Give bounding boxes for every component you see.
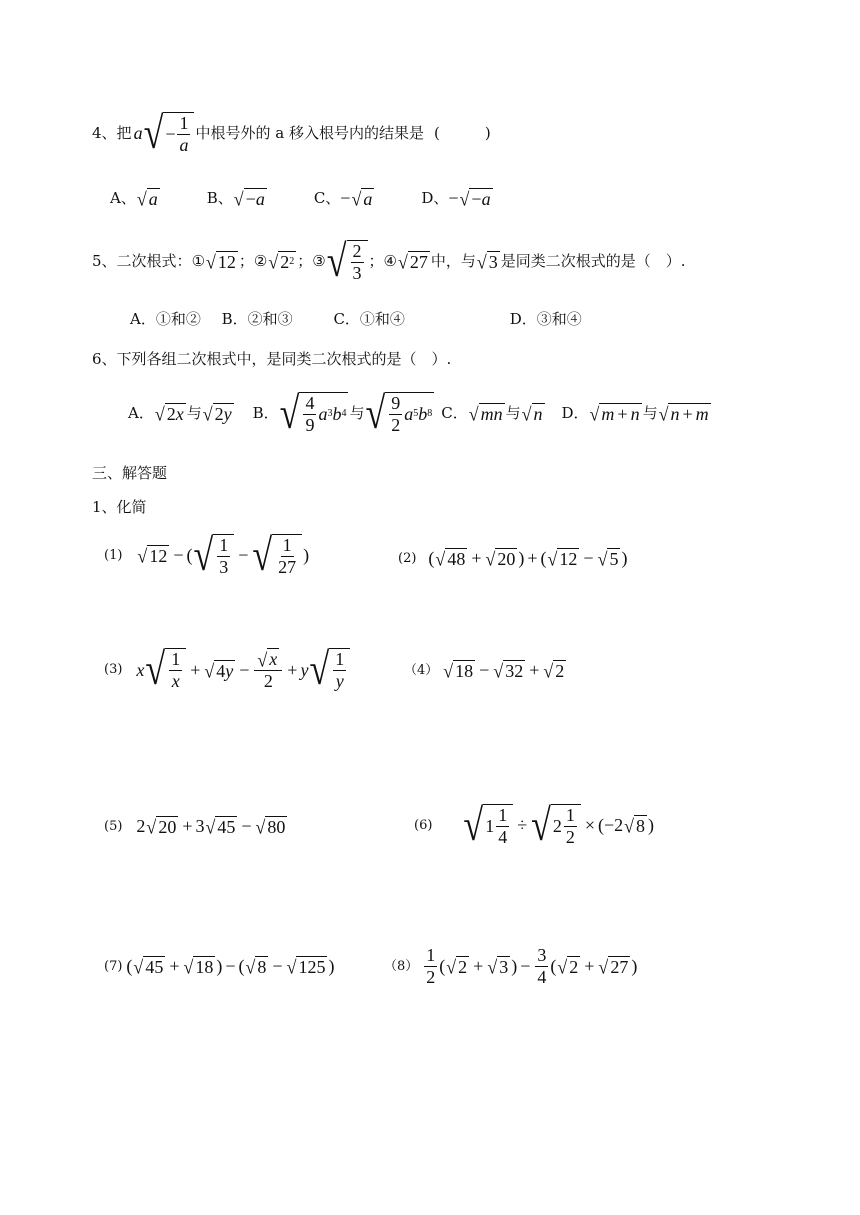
problem-1 xyxy=(104,530,310,581)
q4-options xyxy=(110,188,494,208)
q5-root-12: √ 12 xyxy=(206,251,236,273)
problem-2: (2) ( √ 48 + √ 20 ) + ( √ 12 − √ 5 ) xyxy=(398,548,628,570)
problem-2-label: (2) xyxy=(398,550,417,566)
q5-option-d: D．③和④ xyxy=(509,310,582,328)
q5-option-b: B．②和③ xyxy=(221,310,293,328)
q5-root-2sq: √ 2 2 xyxy=(268,251,295,273)
q6-a-root-2y: √ 2 y xyxy=(202,403,232,425)
p1-root-12: √ 12 xyxy=(137,545,168,567)
q5-root-2-3: √ 2 3 xyxy=(327,240,368,283)
q6-b-root-1: √ 4 9 a 3 b 4 xyxy=(279,388,347,439)
q5-post1: 中，与 xyxy=(430,251,476,270)
q6-options xyxy=(128,388,712,439)
section3-heading: 三、解答题 xyxy=(92,464,168,482)
problem-8-label: （8） xyxy=(384,958,419,974)
q5-post2: 是同类二次根式的是（ ）. xyxy=(500,251,686,270)
q5-sep: ； xyxy=(368,251,384,270)
q5-sep: ； xyxy=(297,251,313,270)
q6-text: 下列各组二次根式中，是同类二次根式的是（ ）. xyxy=(116,350,452,368)
q5-marker-4: ④ xyxy=(383,251,397,270)
q5-root-27: √ 27 xyxy=(397,251,428,273)
q6-d-root-mn: √ m + n xyxy=(589,403,640,425)
q4-option-c-label: C、 xyxy=(313,188,341,207)
p1-root-1-3: √ 1 3 xyxy=(193,534,234,577)
problem-5: (5) 2 √ 20 + 3 √ 45 − √ 80 xyxy=(104,816,286,838)
q6-d-root-nm: √ n + m xyxy=(658,403,709,425)
q6-yu: 与 xyxy=(642,403,658,422)
problem-3: (3) x √ 1 x + √ 4 y − √ x 2 + y √ 1 y xyxy=(104,648,351,691)
q5-options xyxy=(130,312,582,327)
q5-root-3: √ 3 xyxy=(476,251,498,273)
q6-yu: 与 xyxy=(349,403,365,422)
problem-1-label: (1) xyxy=(104,547,123,563)
q6-number: 6、 xyxy=(92,350,117,368)
q6-yu: 与 xyxy=(505,403,521,422)
q6-c-root-n: √ n xyxy=(521,403,543,425)
q5-marker-2: ② xyxy=(253,251,268,270)
section3-sub: 1、化简 xyxy=(92,498,147,516)
problem-3-label: (3) xyxy=(104,662,123,678)
q6-option-a-label: A． xyxy=(128,403,154,422)
q6-option-c-label: C． xyxy=(441,403,468,422)
q5-option-c: C．①和④ xyxy=(333,310,405,328)
q6-option-b-label: B． xyxy=(252,403,279,422)
q6-option-d-label: D． xyxy=(561,403,589,422)
q6-yu: 与 xyxy=(186,403,202,422)
q4-expr-a: a xyxy=(133,123,143,144)
q6-c-root-mn: √ mn xyxy=(468,403,503,425)
problem-8: （8） 1 2 ( √ 2 + √ 3 ) − $\frac{3}{4}$ ( √ 2 + √ 27 ) xyxy=(384,945,638,987)
q4-line xyxy=(92,108,491,159)
q4-post: 中根号外的 a 移入根号内的结果是 xyxy=(195,123,424,142)
p1-paren-close: ) xyxy=(303,545,310,566)
q4-pre: 把 xyxy=(116,123,132,142)
problem-7: (7) ( √ 45 + √ 18 ) − ( √ 8 − √ 125 ) xyxy=(104,956,335,978)
p1-root-1-27: √ 1 27 xyxy=(252,534,302,577)
q4-option-d-expr: − √ − a xyxy=(448,188,491,210)
q5-option-a: A．①和② xyxy=(130,310,201,328)
q4-option-c-expr: − √ a xyxy=(340,188,373,210)
q6-line xyxy=(92,352,451,367)
problem-6-label: (6) xyxy=(414,817,433,833)
p1-minus: − xyxy=(173,545,184,566)
q6-b-root-2: √ 9 2 a 5 b 8 xyxy=(365,388,433,439)
q4-option-d-label: D、 xyxy=(421,188,449,207)
q5-pre: 二次根式： xyxy=(116,251,192,270)
p1-paren: ( xyxy=(186,545,193,566)
q4-number: 4、 xyxy=(92,123,117,142)
q4-option-b-expr: √ − a xyxy=(233,188,265,210)
q4-expr-root: √ − $\frac{1}{a}$ xyxy=(144,112,195,155)
q5-sep: ； xyxy=(238,251,254,270)
q5-marker-1: ① xyxy=(191,251,206,270)
problem-6: (6) √ 1 1 4 ÷ √ 2 1 2 × (−2 √ 8 ) xyxy=(414,800,655,851)
problem-4: （4） √ 18 − √ 32 + √ 2 xyxy=(404,660,565,682)
problem-5-label: (5) xyxy=(104,818,123,834)
q5-marker-3: ③ xyxy=(312,251,326,270)
p1-minus-2: − xyxy=(238,545,249,566)
q4-option-a-expr: √ a xyxy=(136,188,158,210)
q6-a-root-2x: √ 2 x xyxy=(154,403,184,425)
problem-4-label: （4） xyxy=(404,662,439,678)
q4-option-a-label: A、 xyxy=(110,188,136,207)
problem-7-label: (7) xyxy=(104,958,123,974)
q4-option-b-label: B、 xyxy=(206,188,233,207)
q5-line xyxy=(92,236,686,287)
q5-number: 5、 xyxy=(92,251,117,270)
q4-paren: ( ) xyxy=(433,123,491,142)
